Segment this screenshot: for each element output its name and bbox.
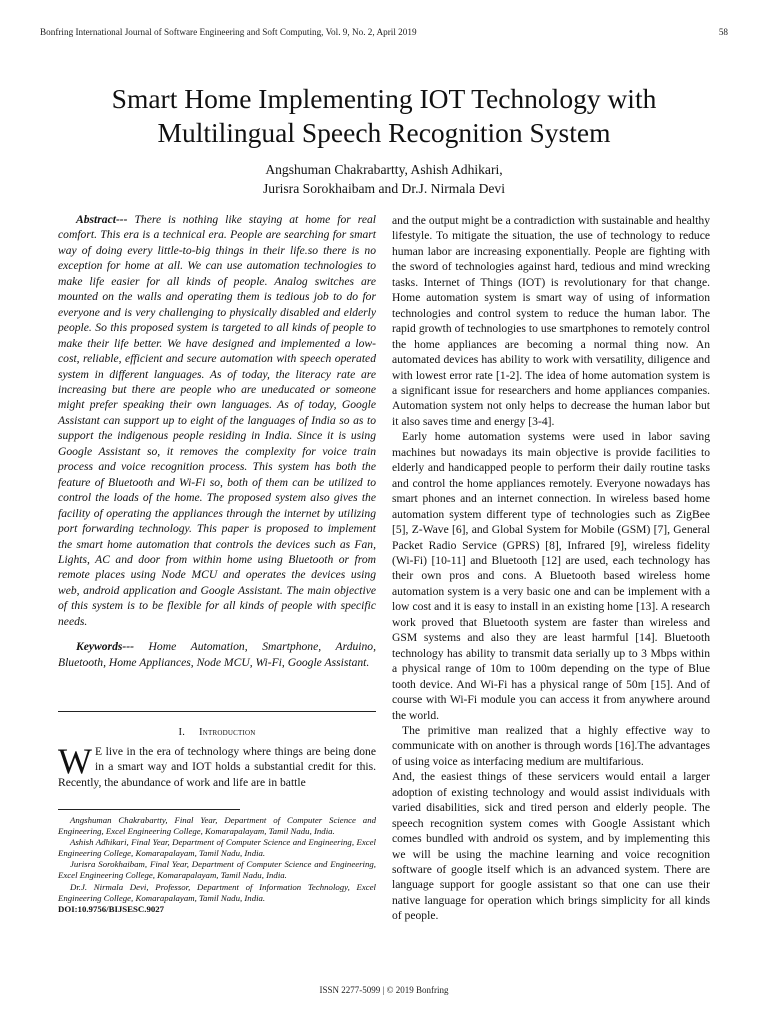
title-line-1: Smart Home Implementing IOT Technology with bbox=[111, 83, 657, 114]
drop-cap: W bbox=[58, 741, 92, 781]
author-footnotes bbox=[58, 815, 376, 915]
right-column bbox=[392, 213, 710, 924]
keywords bbox=[58, 639, 376, 670]
section-divider bbox=[58, 711, 376, 712]
body-paragraph: And, the easiest things of these servicers would entail a larger adoption of existing technology and would assist individuals with varied disabilities, sick and tired person and elderly people. The speech recognition system comes with Google Assistant which comes bundled with android os system, and by implementing this we will be using the machine learning and voice recognition software of google itself which is an advanced system. There are language support for google assistant so that one can use their native language for operation which brings simplicity for all kinds of people. bbox=[392, 770, 710, 923]
page-number: 58 bbox=[718, 27, 728, 37]
body-paragraph: The primitive man realized that a highly effective way to communicate with on another is through words [16].The advantages of using voice as interfacing medium are multifarious. bbox=[392, 723, 710, 768]
abstract bbox=[58, 212, 376, 629]
author-list bbox=[40, 160, 728, 198]
journal-citation: Bonfring International Journal of Software Engineering and Soft Computing, Vol. 9, No. 2, April 2019 bbox=[40, 27, 417, 37]
footnote-divider bbox=[58, 809, 240, 810]
abstract-label: Abstract--- bbox=[76, 213, 128, 226]
doi: DOI:10.9756/BIJSESC.9027 bbox=[58, 903, 165, 914]
left-column bbox=[58, 212, 376, 670]
paper-title bbox=[40, 82, 728, 150]
intro-paragraph bbox=[58, 741, 376, 790]
section-title: Introduction bbox=[199, 727, 256, 738]
abstract-text: There is nothing like staying at home for real comfort. This era is a technical era. People are searching for smart way of doing every little-to-big things in their life.so there is no exception for home at all. We can use automation technologies to make life easier for all kinds of people. Analog switches are mounted on the walls and operating them is tedious job to do for everyone and is very challenging to physically disabled and elderly people. So this proposed system is targeted to all kinds of people to make their life better. We have designed and implemented a low-cost, reliable, efficient and secure automation with speech operated system in different languages. As of today, the literacy rate are increasing but there are people who are uneducated or someone might prefer speaking their own languages. As of today, Google Assistant can support up to eight of the languages of India so as to support the indigenous people residing in India. Since it is using Google Assistant so, it removes the complexity for voice train process and voice recognition process. This system has both the feature of Bluetooth and Wi-Fi so, both of them can be utilized to control the loads of the home. The proposed system also gives the facility of operating the appliances through the internet by utilizing port forwarding technology. This paper is proposed to implement the smart home automation that controls the devices such as Fan, Lights, AC and door from within home using Bluetooth or from remote places using Node MCU and operates the devices using web, android application and Google Assistant. The main objective of this system is to be flexible for all kinds of people with specific needs. bbox=[58, 213, 376, 628]
page-footer: ISSN 2277-5099 | © 2019 Bonfring bbox=[319, 985, 449, 995]
intro-text: E live in the era of technology where things are being done in a smart way and IOT holds a substantial credit for this. Recently, the abundance of work and life are in battle bbox=[58, 745, 376, 789]
keywords-label: Keywords--- bbox=[76, 640, 134, 654]
section-heading bbox=[58, 727, 376, 738]
authors-line-1: Angshuman Chakrabartty, Ashish Adhikari, bbox=[265, 162, 503, 177]
running-header bbox=[40, 27, 728, 37]
section-number: I. bbox=[178, 727, 186, 738]
footnote-item: Jurisra Sorokhaibam, Final Year, Department of Computer Science and Engineering, Excel Engineering College, Komarapalayam, Tamil Nadu, India. bbox=[58, 859, 376, 881]
footnote-item: Dr.J. Nirmala Devi, Professor, Department of Information Technology, Excel Engineering College, Komarapalayam, Tamil Nadu, India. bbox=[58, 881, 376, 903]
authors-line-2: Jurisra Sorokhaibam and Dr.J. Nirmala Devi bbox=[263, 181, 505, 196]
body-paragraph: and the output might be a contradiction with sustainable and healthy lifestyle. To mitigate the situation, the use of technology to reduce human labor are increasing exponentially. People are fighting with the sword of technologies against hard, tedious and mind wrecking tasks. Internet of Things (IOT) is revolutionary for that change. Home automation system is smart way of using of information technologies and control system to reduce the human labor. The rapid growth of technologies to use smartphones to remotely control the home appliances are becoming a normal thing now. An automated devices has ability to work with versatility, diligence and with lowest error rate [1-2]. The idea of home automation system is a significant issue for researchers and home appliances companies. Automation system not only helps to decrease the human labor but it also saves time and energy [3-4]. bbox=[392, 214, 710, 428]
footnote-item: Ashish Adhikari, Final Year, Department of Computer Science and Engineering, Excel Engineering College, Komarapalayam, Tamil Nadu, India. bbox=[58, 837, 376, 859]
title-line-2: Multilingual Speech Recognition System bbox=[157, 117, 611, 148]
keywords-text: Home Automation, Smartphone, Arduino, Bluetooth, Home Appliances, Node MCU, Wi-Fi, Google Assistant. bbox=[58, 640, 376, 669]
body-paragraph: Early home automation systems were used in labor saving machines but nowadays its main objective is provide facilities to elderly and handicapped people to perform their daily routine tasks and control the home appliances remotely. Everyone nowadays has smart phones and an internet connection. In wireless based home automation system different type of technologies such as ZigBee [5], Z-Wave [6], and Global System for Mobile (GSM) [7], General Packet Radio Service (GPRS) [8], Infrared [9], wireless fidelity (Wi-Fi) [10-11] and Bluetooth [12] are used, each technology has their own pros and cons. A Bluetooth based wireless home automation system is a very basic one and can be implement with a low cost and it is easy to install in an existing home [13]. A research work proved that Bluetooth system are faster than wireless and GSM systems and also they are least harmful [14]. Bluetooth technology has ability to transmit data serially up to 3 Mbps within a physical range of 10m to 100m depending on the type of Blue tooth device. And Wi-Fi has a physical range of 50m [15]. And of course with Wi-Fi module you can access it from anywhere around the world. bbox=[392, 430, 710, 722]
footnote-item: Angshuman Chakrabartty, Final Year, Department of Computer Science and Engineering, Excel Engineering College, Komarapalayam, Tamil Nadu, India. bbox=[58, 815, 376, 837]
